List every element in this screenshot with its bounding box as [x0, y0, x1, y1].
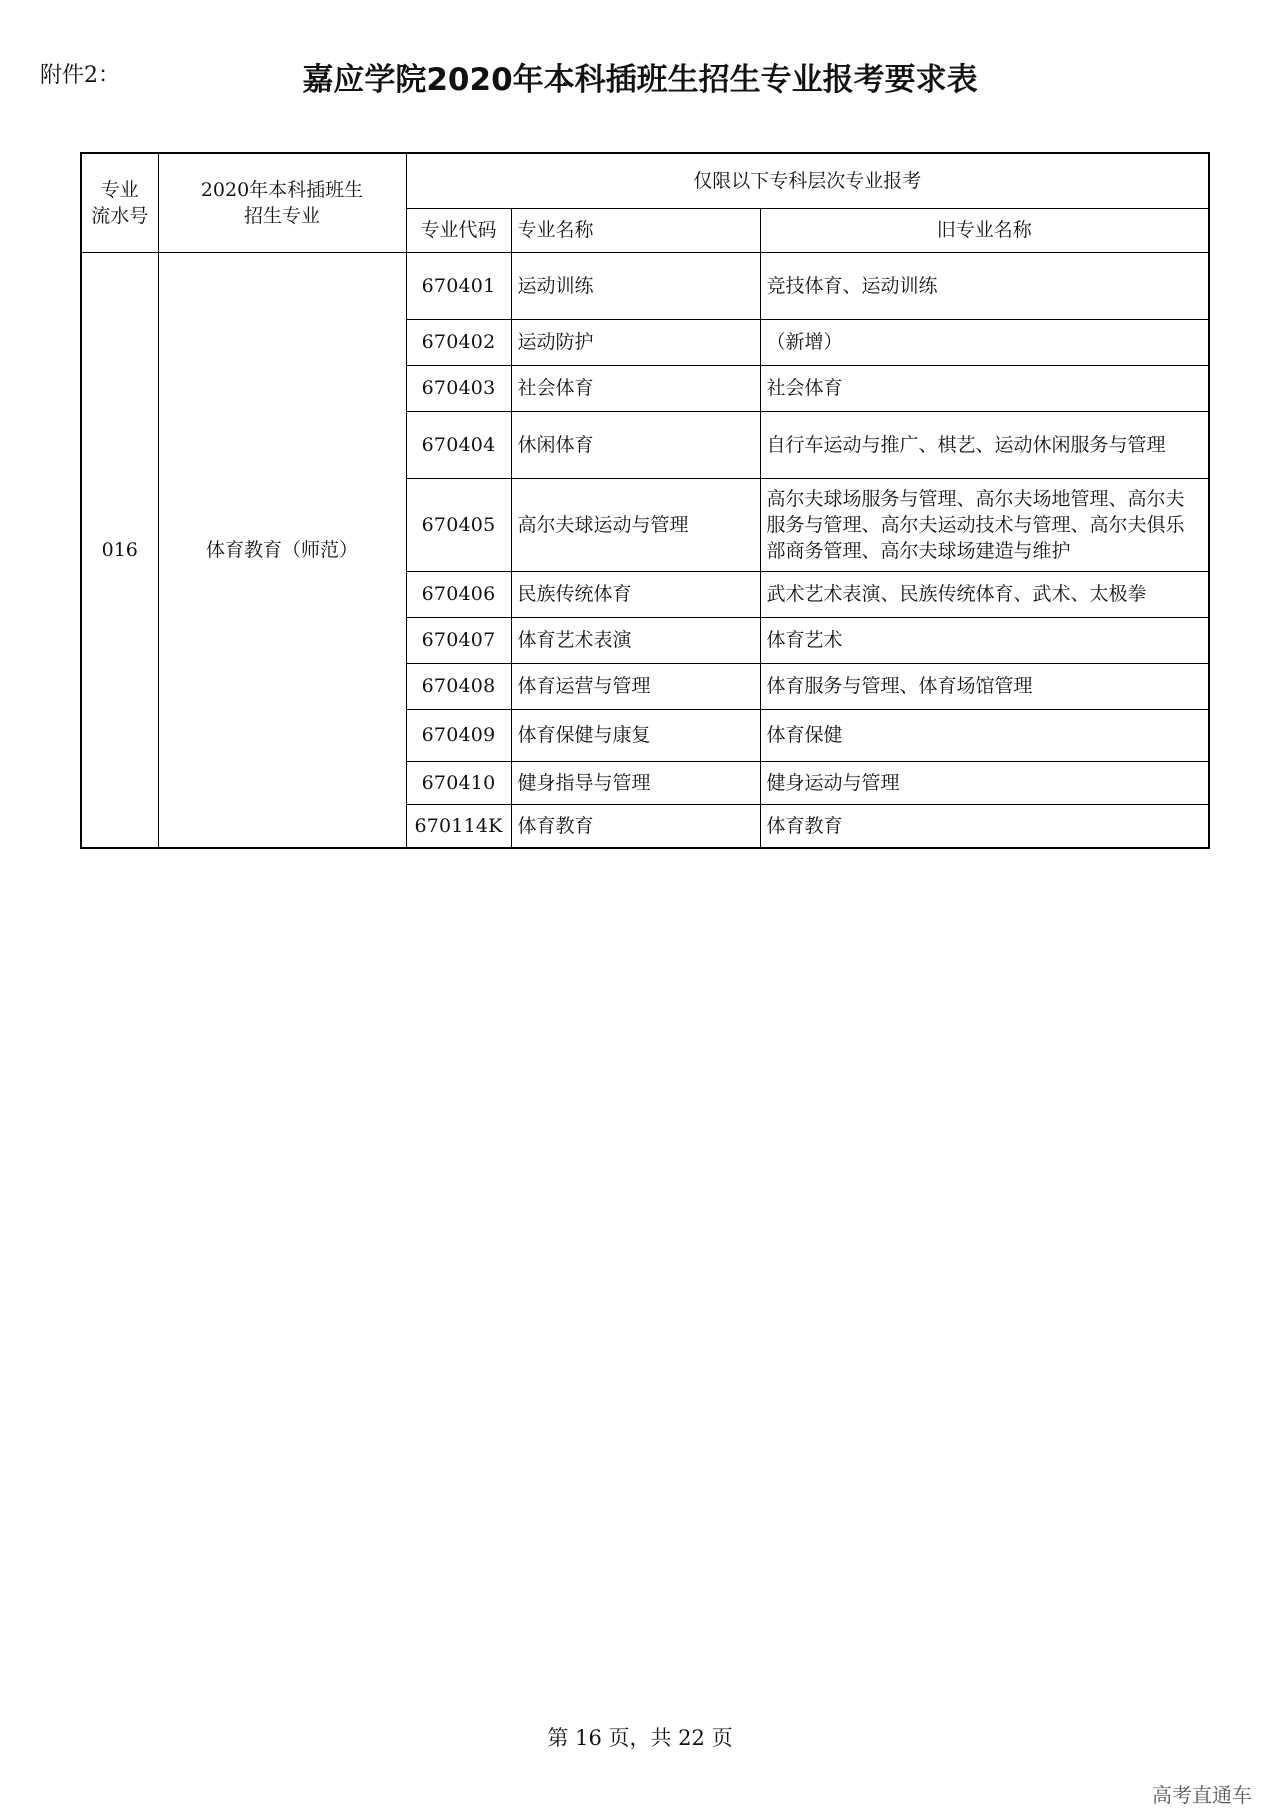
old-name-cell: 竞技体育、运动训练 [760, 252, 1209, 319]
table-row [81, 252, 1209, 319]
name-cell: 休闲体育 [511, 411, 760, 478]
serial-cell: 016 [81, 252, 158, 848]
code-cell: 670404 [406, 411, 511, 478]
attachment-label: 附件2： [40, 63, 120, 88]
code-cell: 670114K [406, 804, 511, 848]
name-cell: 健身指导与管理 [511, 761, 760, 804]
code-cell: 670406 [406, 571, 511, 617]
watermark: 高考直通车 [1152, 1783, 1252, 1807]
header-major-2020: 2020年本科插班生 招生专业 [158, 153, 406, 252]
page-footer: 第 16 页，共 22 页 [547, 1726, 733, 1750]
name-cell: 民族传统体育 [511, 571, 760, 617]
header-code: 专业代码 [406, 208, 511, 252]
code-cell: 670403 [406, 365, 511, 411]
old-name-cell: 武术艺术表演、民族传统体育、武术、太极拳 [760, 571, 1209, 617]
code-cell: 670407 [406, 617, 511, 663]
code-cell: 670405 [406, 478, 511, 571]
old-name-cell: 体育保健 [760, 709, 1209, 761]
name-cell: 社会体育 [511, 365, 760, 411]
name-cell: 运动防护 [511, 319, 760, 365]
code-cell: 670409 [406, 709, 511, 761]
requirements-table [80, 152, 1210, 849]
header-serial: 专业 流水号 [81, 153, 158, 252]
header-old-name: 旧专业名称 [760, 208, 1209, 252]
page-title: 嘉应学院2020年本科插班生招生专业报考要求表 [302, 62, 978, 98]
old-name-cell: （新增） [760, 319, 1209, 365]
old-name-cell: 自行车运动与推广、棋艺、运动休闲服务与管理 [760, 411, 1209, 478]
header-name: 专业名称 [511, 208, 760, 252]
old-name-cell: 体育教育 [760, 804, 1209, 848]
major-cell: 体育教育（师范） [158, 252, 406, 848]
name-cell: 体育艺术表演 [511, 617, 760, 663]
old-name-cell: 体育服务与管理、体育场馆管理 [760, 663, 1209, 709]
header-group: 仅限以下专科层次专业报考 [406, 153, 1209, 208]
code-cell: 670401 [406, 252, 511, 319]
name-cell: 高尔夫球运动与管理 [511, 478, 760, 571]
old-name-cell: 社会体育 [760, 365, 1209, 411]
code-cell: 670402 [406, 319, 511, 365]
code-cell: 670410 [406, 761, 511, 804]
name-cell: 体育教育 [511, 804, 760, 848]
old-name-cell: 体育艺术 [760, 617, 1209, 663]
old-name-cell: 健身运动与管理 [760, 761, 1209, 804]
code-cell: 670408 [406, 663, 511, 709]
old-name-cell: 高尔夫球场服务与管理、高尔夫场地管理、高尔夫服务与管理、高尔夫运动技术与管理、高尔夫俱乐部商务管理、高尔夫球场建造与维护 [760, 478, 1209, 571]
header-row-1 [81, 153, 1209, 208]
name-cell: 体育保健与康复 [511, 709, 760, 761]
name-cell: 运动训练 [511, 252, 760, 319]
name-cell: 体育运营与管理 [511, 663, 760, 709]
